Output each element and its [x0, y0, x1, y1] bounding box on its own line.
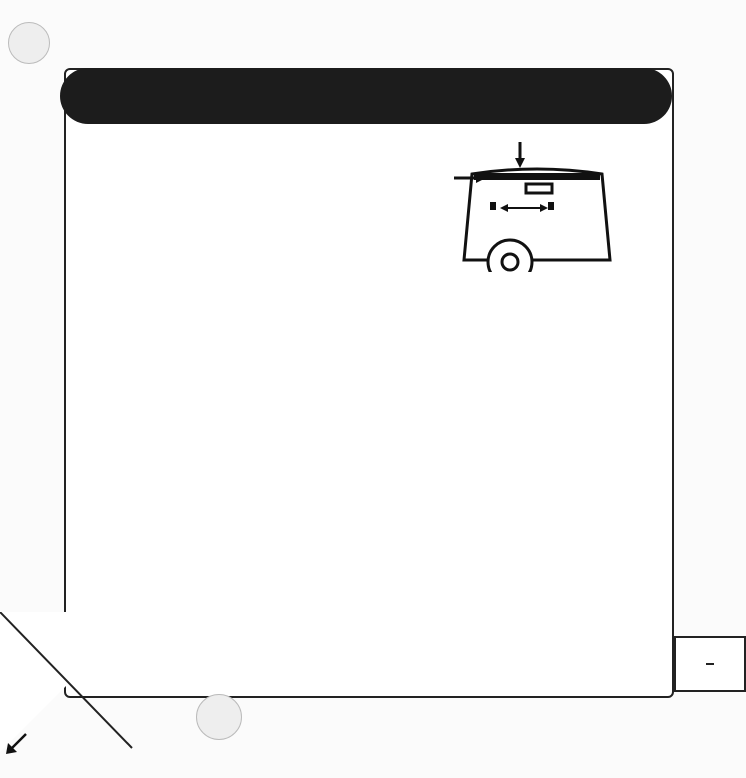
month-day-cell — [674, 636, 746, 692]
windscreen-diagram-icon — [452, 142, 622, 272]
punch-hole-month — [196, 694, 242, 740]
punch-hole-day — [8, 22, 50, 64]
arrow-down-left-icon — [4, 730, 30, 756]
month-label — [706, 663, 714, 665]
banner-title — [60, 68, 672, 124]
